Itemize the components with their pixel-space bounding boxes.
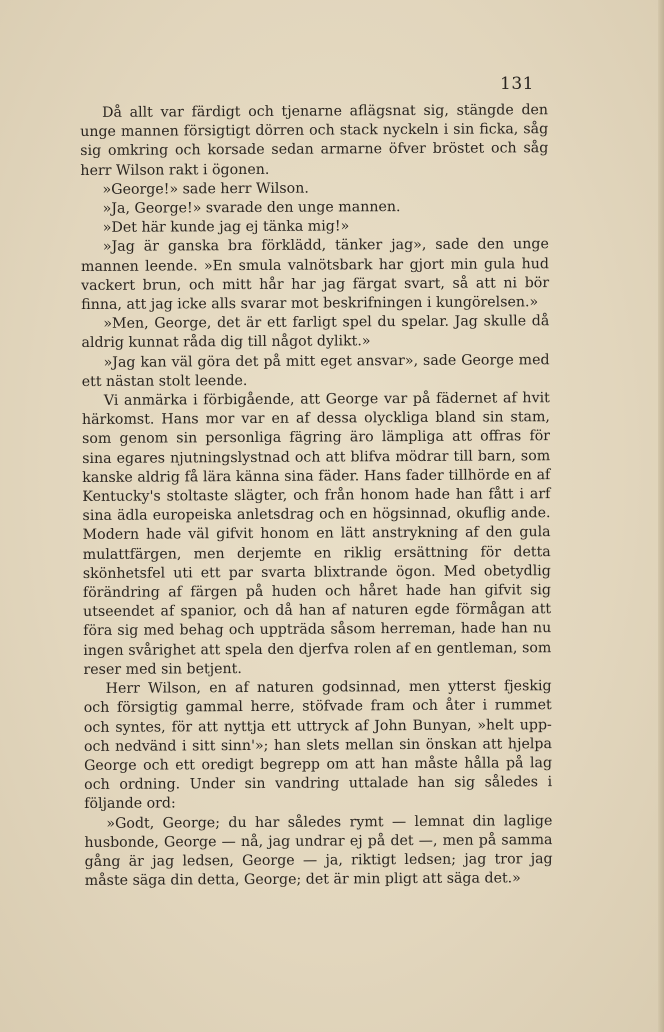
page-number: 131 <box>500 74 534 94</box>
paragraph: Herr Wilson, en af naturen godsinnad, men ytterst fjeskig och försigtig gammal herre, stöfvade fram och åter i rummet och syntes, för att nyttja ett uttryck af John Bunyan, »helt upp- och nedvänd i sitt sinn'»; han slets mellan sin önskan att hjelpa George och ett oredigt begrepp om att han måste hålla på lag och ordning. Under sin vandring uttalade han sig således i följande ord: <box>83 678 553 813</box>
paragraph: »Men, George, det är ett farligt spel du spelar. Jag skulle då aldrig kunnat råda dig till något dylikt.» <box>81 313 550 352</box>
paragraph: »Godt, George; du har således rymt — lemnat din laglige husbonde, George — nå, jag undrar ej på det —, men på samma gång är jag ledsen, George — ja, riktigt ledsen; jag tror jag måste säga din detta, George; det är min pligt att säga det.» <box>84 812 553 890</box>
paragraph: Vi anmärka i förbigående, att George var på fädernet af hvit härkomst. Hans mor var en af dessa olyckliga bland sin stam, som genom sin personliga fägring äro lämpliga att offras för sina egares njutningslystnad och att blifva mödrar till barn, som kanske aldrig få lära känna sina fäder. Hans fader tillhörde en af Kentucky's stoltaste slägter, och från honom hade han fått i arf sina ädla europeiska anletsdrag och en högsinnad, okuflig ande. Modern hade väl gifvit honom en lätt anstrykning af den gula mulattfärgen, men derjemte en riklig ersättning för detta skönhetsfel uti ett par svarta blixtrande ögon. Med obetydlig förändring af färgen på huden och håret hade han gifvit sig utseendet af spanior, och då han af naturen egde förmågan att föra sig med behag och uppträda såsom herreman, hade han nu ingen svårighet att spela den djerfva rolen af en gentleman, som reser med sin betjent. <box>81 390 552 678</box>
paragraph: »Det här kunde jag ej tänka mig!» <box>102 218 350 237</box>
paragraph: »Jag är ganska bra förklädd, tänker jag», sade den unge mannen leende. »En smula valnötsbark har gjort min gula hud vackert brun, och mitt hår har jag färgat svart, så att ni bör finna, att jag icke alls svarar mot beskrifningen i kungörelsen.» <box>80 236 550 314</box>
paragraph: »George!» sade herr Wilson. <box>102 180 309 198</box>
paragraph: Då allt var färdigt och tjenarne aflägsnat sig, stängde den unge mannen försigtigt dörren och stack nyckeln i sin ficka, såg sig omkring och korsade sedan armarne öfver bröstet och såg herr Wilson rakt i ögonen. <box>80 102 549 179</box>
body-text <box>80 101 553 891</box>
paragraph: »Jag kan väl göra det på mitt eget ansvar», sade George med ett nästan stolt leende. <box>81 351 550 390</box>
page-edge-shadow <box>658 0 664 1032</box>
paragraph: »Ja, George!» svarade den unge mannen. <box>102 199 401 217</box>
